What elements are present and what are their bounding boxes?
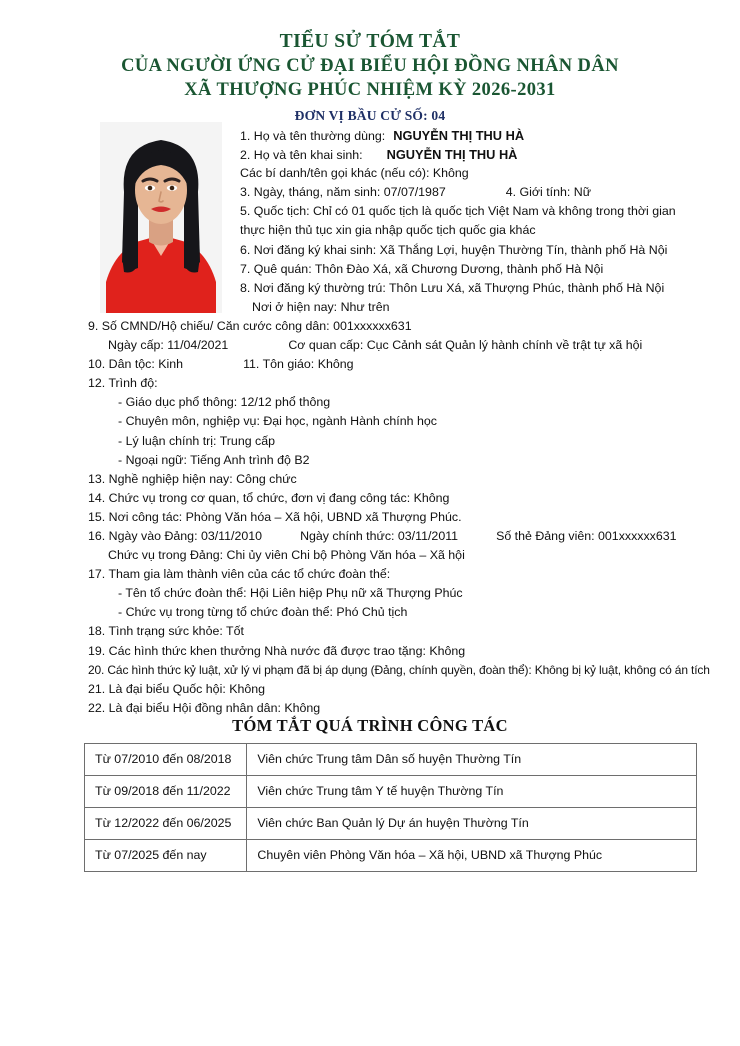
field-national-assembly-deputy: 21. Là đại biểu Quốc hội: Không [88, 681, 266, 696]
field-ethnicity-religion [88, 355, 700, 374]
field-education-heading: 12. Trình độ: [88, 376, 158, 391]
career-summary-table [84, 743, 697, 872]
field-id-issue [88, 336, 700, 355]
document-title-line-2: CỦA NGƯỜI ỨNG CỬ ĐẠI BIỂU HỘI ĐỒNG NHÂN DÂN [121, 56, 619, 76]
field-3-dob: 3. Ngày, tháng, năm sinh: 07/07/1987 [240, 185, 446, 200]
field-1-value: NGUYỄN THỊ THU HÀ [393, 128, 525, 143]
field-organization-position: - Chức vụ trong từng tổ chức đoàn thể: Phó Chủ tịch [118, 605, 408, 620]
document-title-line-3: XÃ THƯỢNG PHÚC NHIỆM KỲ 2026-2031 [184, 80, 556, 100]
field-16-official-date: Ngày chính thức: 03/11/2011 [300, 528, 459, 543]
field-party-dates [88, 527, 700, 546]
table-row [85, 776, 697, 808]
field-11-religion: 11. Tôn giáo: Không [243, 357, 354, 372]
field-1-label: 1. Họ và tên thường dùng: [240, 129, 386, 143]
field-education-professional: - Chuyên môn, nghiệp vụ: Đại học, ngành Hành chính học [118, 414, 437, 429]
field-education-political: - Lý luận chính trị: Trung cấp [118, 433, 276, 448]
field-dob-gender [88, 183, 700, 202]
field-id-number: 9. Số CMND/Hộ chiếu/ Căn cước công dân: 001xxxxxx631 [88, 318, 412, 333]
field-workplace: 15. Nơi công tác: Phòng Văn hóa – Xã hội, UBND xã Thượng Phúc. [88, 509, 462, 524]
career-summary-heading: TÓM TẮT QUÁ TRÌNH CÔNG TÁC [232, 716, 508, 735]
field-permanent-residence: 8. Nơi đăng ký thường trú: Thôn Lưu Xá, xã Thượng Phúc, thành phố Hà Nội [240, 280, 665, 295]
field-16-card-number: Số thẻ Đảng viên: 001xxxxxx631 [496, 528, 677, 543]
field-9-issue-date: Ngày cấp: 11/04/2021 [108, 338, 229, 353]
field-16-join-date: 16. Ngày vào Đảng: 03/11/2010 [88, 528, 263, 543]
field-10-ethnicity: 10. Dân tộc: Kinh [88, 357, 184, 372]
electoral-unit-subtitle: ĐƠN VỊ BẦU CỬ SỐ: 04 [294, 108, 446, 123]
field-nationality: 5. Quốc tịch: Chỉ có 01 quốc tịch là quốc tịch Việt Nam và không trong thời gian thực hiện thủ tục xin gia nhập quốc tịch quốc gia khác [240, 204, 676, 238]
field-disciplinary-actions: 20. Các hình thức kỷ luật, xử lý vi phạm đã bị áp dụng (Đảng, chính quyền, đoàn thể): Không bị kỷ luật, không có án tích [88, 662, 710, 677]
document-title-line-1: TIỂU SỬ TÓM TẮT [279, 31, 461, 52]
field-hometown: 7. Quê quán: Thôn Đào Xá, xã Chương Dương, thành phố Hà Nội [240, 261, 604, 276]
career-period: Từ 07/2010 đến 08/2018 [85, 744, 247, 776]
career-role: Chuyên viên Phòng Văn hóa – Xã hội, UBND xã Thượng Phúc [247, 840, 697, 872]
table-row [85, 808, 697, 840]
field-current-occupation: 13. Nghề nghiệp hiện nay: Công chức [88, 471, 297, 486]
field-education-general: - Giáo dục phổ thông: 12/12 phổ thông [118, 395, 331, 410]
field-current-residence: Nơi ở hiện nay: Như trên [252, 299, 390, 314]
field-full-name-common [88, 126, 700, 145]
career-role: Viên chức Ban Quản lý Dự án huyện Thường Tín [247, 808, 697, 840]
career-period: Từ 09/2018 đến 11/2022 [85, 776, 247, 808]
field-party-position: Chức vụ trong Đảng: Chi ủy viên Chi bộ Phòng Văn hóa – Xã hội [108, 548, 465, 563]
document-header [0, 30, 740, 126]
field-2-value: NGUYỄN THỊ THU HÀ [386, 147, 518, 163]
career-table-body [85, 744, 697, 872]
field-organization-name: - Tên tổ chức đoàn thể: Hội Liên hiệp Phụ nữ xã Thượng Phúc [118, 586, 463, 601]
career-role: Viên chức Trung tâm Dân số huyện Thường Tín [247, 744, 697, 776]
field-2-label: 2. Họ và tên khai sinh: [240, 148, 363, 163]
field-awards: 19. Các hình thức khen thưởng Nhà nước đã được trao tặng: Không [88, 643, 466, 658]
biography-body [88, 126, 710, 718]
career-role: Viên chức Trung tâm Y tế huyện Thường Tín [247, 776, 697, 808]
career-period: Từ 07/2025 đến nay [85, 840, 247, 872]
field-health-status: 18. Tình trạng sức khỏe: Tốt [88, 624, 244, 639]
field-current-position: 14. Chức vụ trong cơ quan, tổ chức, đơn vị đang công tác: Không [88, 490, 450, 505]
field-alias: Các bí danh/tên gọi khác (nếu có): Không [240, 166, 469, 181]
table-row [85, 840, 697, 872]
career-period: Từ 12/2022 đến 06/2025 [85, 808, 247, 840]
field-organizations-heading: 17. Tham gia làm thành viên của các tổ chức đoàn thể: [88, 567, 391, 582]
table-row [85, 744, 697, 776]
field-peoples-council-deputy: 22. Là đại biểu Hội đồng nhân dân: Không [88, 700, 321, 715]
field-full-name-birth [88, 145, 700, 164]
field-education-language: - Ngoại ngữ: Tiếng Anh trình độ B2 [118, 452, 310, 467]
field-birth-registration-place: 6. Nơi đăng ký khai sinh: Xã Thắng Lợi, huyện Thường Tín, thành phố Hà Nội [240, 242, 668, 257]
field-4-gender: 4. Giới tính: Nữ [505, 185, 592, 200]
field-9-issue-authority: Cơ quan cấp: Cục Cảnh sát Quản lý hành chính về trật tự xã hội [288, 338, 643, 353]
